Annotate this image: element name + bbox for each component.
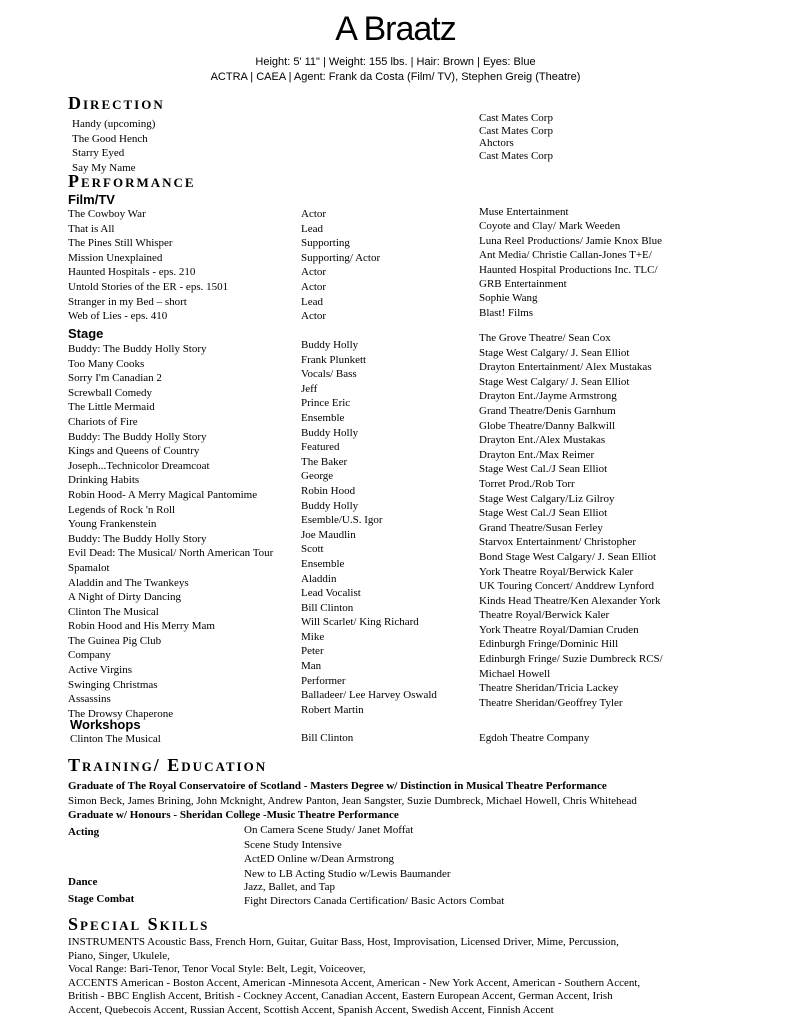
list-item: Featured bbox=[301, 441, 340, 454]
list-item: Swinging Christmas bbox=[68, 678, 158, 691]
list-item: Theatre Sheridan/Geoffrey Tyler bbox=[479, 696, 623, 709]
workshop-title: Clinton The Musical bbox=[70, 733, 161, 745]
list-item: Bond Stage West Calgary/ J. Sean Elliot bbox=[479, 550, 657, 563]
list-item: That is All bbox=[68, 222, 115, 235]
union-agent-line: ACTRA | CAEA | Agent: Frank da Costa (Film/ TV), Stephen Greig (Theatre) bbox=[210, 71, 581, 83]
list-item: Frank Plunkett bbox=[301, 353, 367, 366]
list-item: Assassins bbox=[68, 693, 111, 706]
list-item: A Night of Dirty Dancing bbox=[68, 591, 182, 604]
list-item: Theatre Royal/Berwick Kaler bbox=[479, 609, 610, 622]
list-item: ActED Online w/Dean Armstrong bbox=[244, 853, 394, 866]
list-item: Ensemble bbox=[301, 557, 345, 570]
list-item: Luna Reel Productions/ Jamie Knox Blue bbox=[479, 234, 662, 247]
list-item: Haunted Hospitals - eps. 210 bbox=[68, 266, 196, 279]
dance-label: Dance bbox=[68, 876, 98, 888]
list-item: Stage West Cal./J Sean Elliot bbox=[479, 507, 608, 520]
list-item: Clinton The Musical bbox=[68, 605, 159, 618]
physical-stats: Height: 5' 11" | Weight: 155 lbs. | Hair: Brown | Eyes: Blue bbox=[255, 56, 536, 68]
list-item: Aladdin and The Twankeys bbox=[68, 576, 189, 589]
list-item: The Guinea Pig Club bbox=[68, 634, 162, 647]
list-item: York Theatre Royal/Damian Cruden bbox=[479, 623, 639, 636]
section-training: Training/ Education bbox=[68, 755, 268, 775]
stage-titles bbox=[68, 342, 273, 721]
list-item: Evil Dead: The Musical/ North American Tour bbox=[68, 547, 274, 560]
list-item: Web of Lies - eps. 410 bbox=[68, 310, 168, 323]
special-skills-text bbox=[68, 936, 748, 1018]
list-item: Lead Vocalist bbox=[301, 587, 361, 600]
list-item: Edinburgh Fringe/Dominic Hill bbox=[479, 638, 619, 651]
list-item: The Good Hench bbox=[72, 132, 148, 145]
actor-name: A Braatz bbox=[335, 10, 456, 48]
acting-classes bbox=[244, 823, 451, 881]
workshop-company: Egdoh Theatre Company bbox=[479, 732, 590, 744]
list-item: Robin Hood bbox=[301, 484, 356, 497]
list-item: Robin Hood and His Merry Mam bbox=[68, 620, 215, 633]
list-item: The Little Mermaid bbox=[68, 401, 155, 414]
list-item: Spamalot bbox=[68, 561, 110, 574]
stage-combat-cert: Fight Directors Canada Certification/ Basic Actors Combat bbox=[244, 895, 505, 907]
list-item: British - BBC English Accent, British - Cockney Accent, Canadian Accent, Eastern European Accent, German Accent, Irish bbox=[68, 990, 613, 1003]
list-item: Drayton Ent./Alex Mustakas bbox=[479, 434, 606, 447]
list-item: Vocals/ Bass bbox=[301, 368, 357, 381]
list-item: Michael Howell bbox=[479, 667, 551, 680]
list-item: Starry Eyed bbox=[72, 147, 125, 160]
list-item: Aladdin bbox=[301, 572, 337, 585]
list-item: Coyote and Clay/ Mark Weeden bbox=[479, 220, 621, 233]
list-item: New to LB Acting Studio w/Lewis Baumander bbox=[244, 867, 451, 880]
list-item: Starvox Entertainment/ Christopher bbox=[479, 536, 637, 549]
stage-heading: Stage bbox=[68, 326, 104, 341]
list-item: Drinking Habits bbox=[68, 474, 140, 487]
list-item: Torret Prod./Rob Torr bbox=[479, 477, 575, 490]
list-item: Man bbox=[301, 660, 322, 673]
list-item: Cast Mates Corp bbox=[479, 124, 553, 137]
list-item: Ahctors bbox=[479, 137, 514, 150]
list-item: Esemble/U.S. Igor bbox=[301, 514, 383, 527]
list-item: Supporting bbox=[301, 237, 350, 250]
list-item: On Camera Scene Study/ Janet Moffat bbox=[244, 824, 414, 836]
list-item: Say My Name bbox=[72, 161, 136, 174]
list-item: George bbox=[301, 470, 334, 483]
list-item: Peter bbox=[301, 645, 324, 658]
list-item: Cast Mates Corp bbox=[479, 112, 553, 124]
list-item: Grand Theatre/Susan Ferley bbox=[479, 521, 603, 534]
list-item: ACCENTS American - Boston Accent, American -Minnesota Accent, American - New York Accent, American - Southern Accent, bbox=[68, 976, 641, 989]
list-item: Drayton Entertainment/ Alex Mustakas bbox=[479, 361, 652, 374]
acting-label: Acting bbox=[68, 826, 100, 838]
list-item: Buddy Holly bbox=[301, 426, 359, 439]
list-item: Edinburgh Fringe/ Suzie Dumbreck RCS/ bbox=[479, 653, 663, 666]
list-item: Sophie Wang bbox=[479, 292, 538, 305]
list-item: Chariots of Fire bbox=[68, 415, 138, 428]
list-item: Sorry I'm Canadian 2 bbox=[68, 372, 162, 385]
list-item: UK Touring Concert/ Anddrew Lynford bbox=[479, 580, 655, 593]
list-item: Actor bbox=[301, 208, 327, 220]
list-item: Cast Mates Corp bbox=[479, 149, 553, 162]
list-item: Balladeer/ Lee Harvey Oswald bbox=[301, 689, 437, 702]
list-item: Stage West Calgary/ J. Sean Elliot bbox=[479, 346, 630, 359]
list-item: Vocal Range: Bari-Tenor, Tenor Vocal Style: Belt, Legit, Voiceover, bbox=[68, 963, 366, 976]
film-companies bbox=[479, 205, 662, 320]
list-item: Stage West Cal./J Sean Elliot bbox=[479, 463, 608, 476]
list-item: Grand Theatre/Denis Garnhum bbox=[479, 404, 616, 417]
list-item: Robert Martin bbox=[301, 703, 364, 716]
list-item: Robin Hood- A Merry Magical Pantomime bbox=[68, 488, 258, 501]
list-item: Screwball Comedy bbox=[68, 386, 153, 399]
list-item: Handy (upcoming) bbox=[72, 118, 156, 130]
stage-roles bbox=[301, 338, 437, 717]
list-item: Buddy: The Buddy Holly Story bbox=[68, 343, 207, 355]
list-item: Drayton Ent./Max Reimer bbox=[479, 448, 595, 461]
list-item: Too Many Cooks bbox=[68, 357, 145, 370]
list-item: Actor bbox=[301, 266, 327, 279]
list-item: Prince Eric bbox=[301, 397, 351, 410]
film-roles bbox=[301, 207, 380, 324]
list-item: Lead bbox=[301, 295, 323, 308]
list-item: Mike bbox=[301, 630, 325, 643]
list-item: Lead bbox=[301, 222, 323, 235]
list-item: Mission Unexplained bbox=[68, 251, 163, 264]
workshops-heading: Workshops bbox=[70, 717, 141, 732]
stage-combat-label: Stage Combat bbox=[68, 893, 135, 905]
list-item: The Drowsy Chaperone bbox=[68, 707, 174, 720]
list-item: Supporting/ Actor bbox=[301, 251, 381, 264]
list-item: The Baker bbox=[301, 455, 348, 468]
list-item: Performer bbox=[301, 674, 346, 687]
list-item: Untold Stories of the ER - eps. 1501 bbox=[68, 280, 229, 293]
list-item: Piano, Singer, Ukulele, bbox=[68, 949, 170, 962]
list-item: Ant Media/ Christie Callan-Jones T+E/ bbox=[479, 249, 652, 262]
section-special-skills: Special Skills bbox=[68, 914, 210, 934]
list-item: Joe Maudlin bbox=[301, 528, 356, 541]
list-item: Young Frankenstein bbox=[68, 518, 157, 531]
list-item: Joseph...Technicolor Dreamcoat bbox=[68, 459, 210, 472]
list-item: Stranger in my Bed – short bbox=[68, 295, 187, 308]
rcs-degree: Graduate of The Royal Conservatoire of Scotland - Masters Degree w/ Distinction in Musical Theatre Performance bbox=[68, 780, 607, 792]
list-item: Active Virgins bbox=[68, 664, 133, 677]
dance-styles: Jazz, Ballet, and Tap bbox=[244, 881, 335, 893]
list-item: Scott bbox=[301, 543, 324, 556]
list-item: The Cowboy War bbox=[68, 208, 146, 220]
direction-titles bbox=[72, 117, 155, 175]
list-item: Buddy: The Buddy Holly Story bbox=[68, 430, 207, 443]
list-item: Accent, Quebecois Accent, Russian Accent, Scottish Accent, Spanish Accent, Swedish Accent, Finnish Accent bbox=[68, 1003, 554, 1016]
list-item: Ensemble bbox=[301, 411, 345, 424]
list-item: GRB Entertainment bbox=[479, 278, 567, 291]
list-item: The Pines Still Whisper bbox=[68, 237, 173, 250]
workshop-role: Bill Clinton bbox=[301, 732, 354, 744]
list-item: Bill Clinton bbox=[301, 601, 354, 614]
list-item: York Theatre Royal/Berwick Kaler bbox=[479, 565, 634, 578]
list-item: Buddy Holly bbox=[301, 339, 359, 351]
list-item: Theatre Sheridan/Tricia Lackey bbox=[479, 682, 619, 695]
rcs-teachers: Simon Beck, James Brining, John Mcknight, Andrew Panton, Jean Sangster, Suzie Dumbreck, Michael Howell, Chris Whitehead bbox=[68, 795, 637, 807]
list-item: Stage West Calgary/ J. Sean Elliot bbox=[479, 375, 630, 388]
list-item: Legends of Rock 'n Roll bbox=[68, 503, 176, 516]
list-item: Company bbox=[68, 649, 111, 662]
list-item: Drayton Ent./Jayme Armstrong bbox=[479, 390, 617, 403]
list-item: Buddy Holly bbox=[301, 499, 359, 512]
film-titles bbox=[68, 207, 228, 324]
list-item: Haunted Hospital Productions Inc. TLC/ bbox=[479, 263, 658, 276]
list-item: INSTRUMENTS Acoustic Bass, French Horn, Guitar, Guitar Bass, Host, Improvisation, Licensed Driver, Mime, Percussion, bbox=[68, 936, 619, 948]
list-item: Globe Theatre/Danny Balkwill bbox=[479, 419, 616, 432]
list-item: Scene Study Intensive bbox=[244, 838, 342, 851]
list-item: Jeff bbox=[301, 382, 318, 395]
list-item: Stage West Calgary/Liz Gilroy bbox=[479, 492, 615, 505]
list-item: Buddy: The Buddy Holly Story bbox=[68, 532, 207, 545]
list-item: Will Scarlet/ King Richard bbox=[301, 616, 419, 629]
list-item: Actor bbox=[301, 280, 327, 293]
sheridan-degree: Graduate w/ Honours - Sheridan College -Music Theatre Performance bbox=[68, 809, 399, 821]
list-item: Muse Entertainment bbox=[479, 206, 569, 218]
direction-companies bbox=[479, 112, 553, 162]
list-item: Kings and Queens of Country bbox=[68, 445, 200, 458]
film-tv-heading: Film/TV bbox=[68, 192, 115, 207]
stage-companies bbox=[479, 331, 663, 710]
list-item: Blast! Films bbox=[479, 306, 534, 319]
list-item: The Grove Theatre/ Sean Cox bbox=[479, 332, 611, 344]
list-item: Actor bbox=[301, 310, 327, 323]
list-item: Kinds Head Theatre/Ken Alexander York bbox=[479, 594, 661, 607]
section-performance: Performance bbox=[68, 171, 196, 191]
section-direction: Direction bbox=[68, 93, 165, 113]
